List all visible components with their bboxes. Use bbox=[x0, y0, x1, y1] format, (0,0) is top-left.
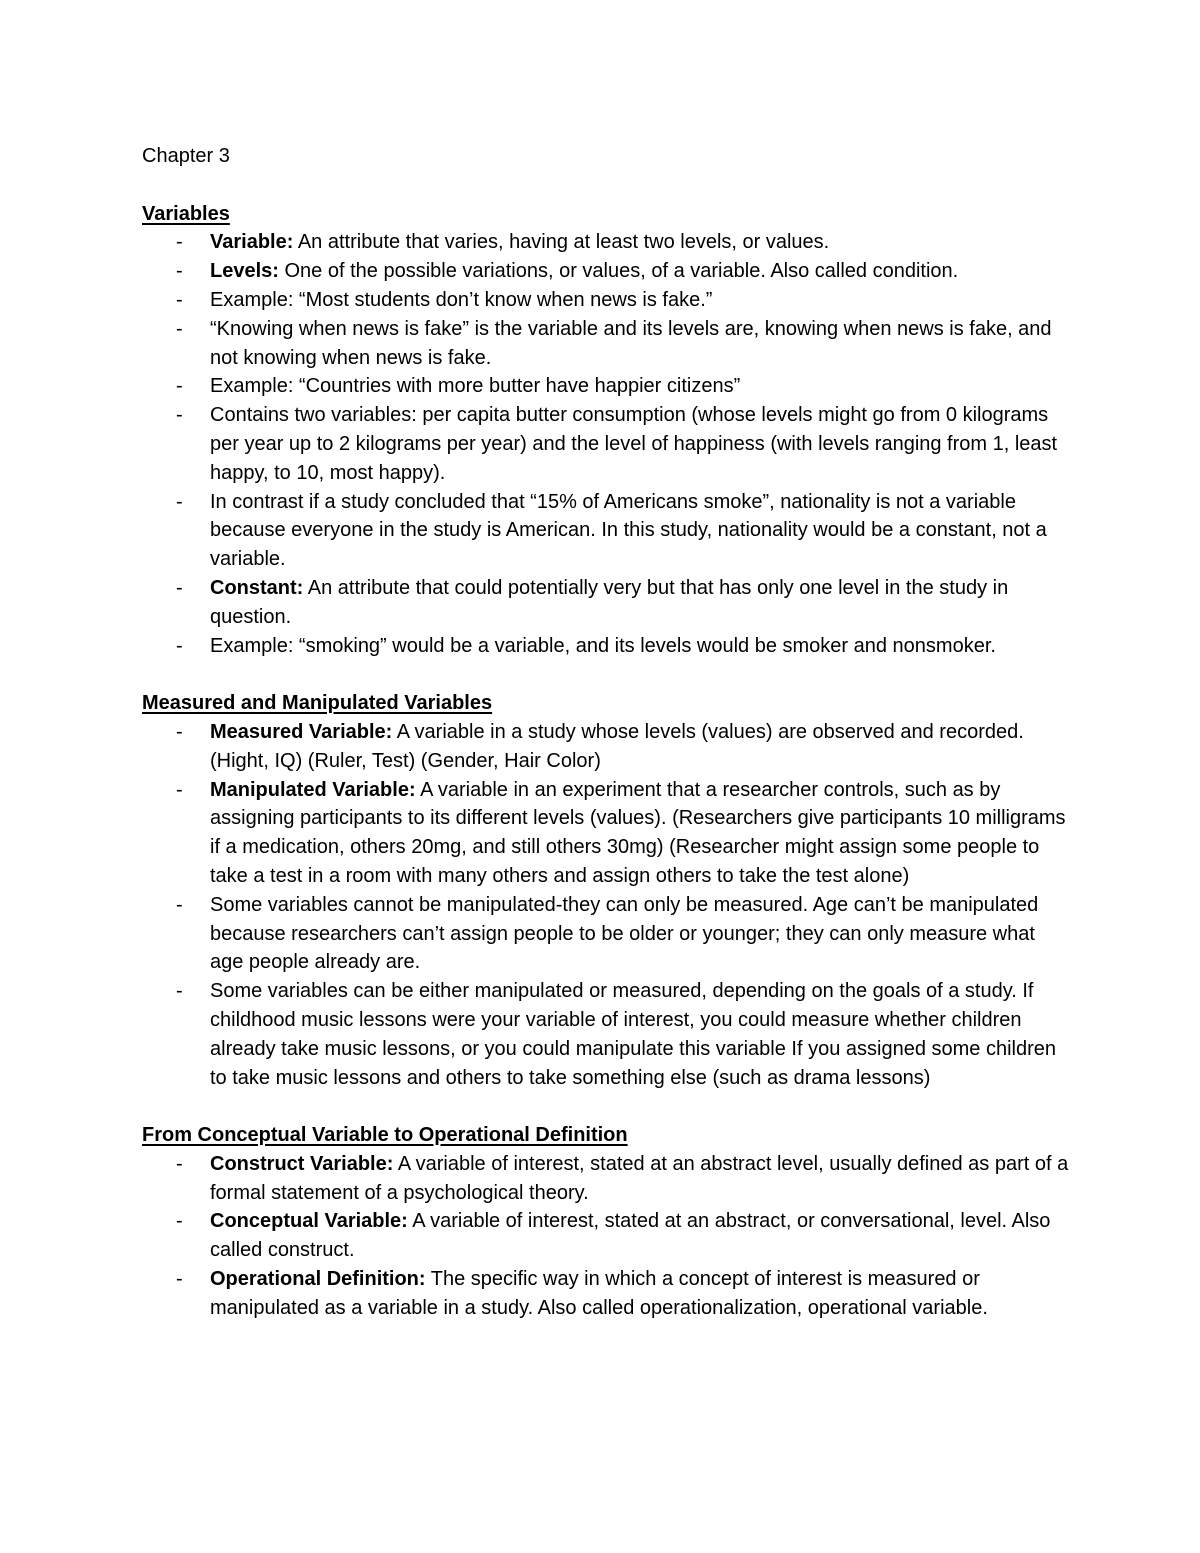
definition-text: Contains two variables: per capita butter consumption (whose levels might go from 0 kilograms per year up to 2 kilograms per year) and the level of happiness (with levels ranging from 1, least happy, to 10, most happy). bbox=[210, 404, 1058, 484]
list-item bbox=[142, 286, 1072, 315]
list-item bbox=[142, 228, 1072, 257]
bullet-dash: - bbox=[176, 375, 183, 398]
section-variables bbox=[142, 200, 1072, 661]
definition-text: A variable of interest, stated at an abstract level, usually defined as part of a formal statement of a psychological theory. bbox=[210, 1152, 1069, 1204]
section-heading: Variables bbox=[142, 202, 230, 225]
definition-text: A variable in an experiment that a researcher controls, such as by assigning participants to its different levels (values). (Researchers give participants 10 milligrams if a medication, others 20mg, and still others 30mg) (Researcher might assign some people to take a test in a room with many others and assign others to take the test alone) bbox=[210, 778, 1066, 887]
list-item bbox=[142, 1265, 1072, 1323]
bullet-dash: - bbox=[176, 634, 183, 657]
section-heading: Measured and Manipulated Variables bbox=[142, 692, 493, 715]
list-item-text bbox=[210, 488, 1072, 574]
definition-text: An attribute that varies, having at least two levels, or values. bbox=[293, 231, 830, 254]
definition-text: Some variables cannot be manipulated-they can only be measured. Age can’t be manipulated because researchers can’t assign people to be older or younger; they can only measure what age people already are. bbox=[210, 893, 1039, 974]
term-label: Levels: bbox=[210, 260, 279, 283]
definition-text: Example: “smoking” would be a variable, and its levels would be smoker and nonsmoker. bbox=[210, 634, 996, 657]
definition-text: A variable in a study whose levels (values) are observed and recorded. (Hight, IQ) (Ruler, Test) (Gender, Hair Color) bbox=[210, 720, 1024, 772]
bullet-dash: - bbox=[176, 317, 183, 340]
definition-text: In contrast if a study concluded that “15% of Americans smoke”, nationality is not a variable because everyone in the study is American. In this study, nationality would be a constant, not a variable. bbox=[210, 490, 1047, 571]
list-item bbox=[142, 315, 1072, 373]
list-item bbox=[142, 1207, 1072, 1265]
list-item bbox=[142, 488, 1072, 574]
list-item-text bbox=[210, 372, 1072, 401]
definition-text: Some variables can be either manipulated or measured, depending on the goals of a study. If childhood music lessons were your variable of interest, you could measure whether children already take music lessons, or you could manipulate this variable If you assigned some children to take music lessons and others to take something else (such as drama lessons) bbox=[210, 980, 1056, 1089]
definition-text: Example: “Most students don’t know when news is fake.” bbox=[210, 288, 713, 311]
bullet-dash: - bbox=[176, 260, 183, 283]
term-label: Manipulated Variable: bbox=[210, 778, 416, 801]
list-item-text bbox=[210, 257, 1072, 286]
bullet-dash: - bbox=[176, 1210, 183, 1233]
section-conceptual-operational bbox=[142, 1121, 1072, 1323]
bullet-dash: - bbox=[176, 778, 183, 801]
bullet-dash: - bbox=[176, 980, 183, 1003]
term-label: Constant: bbox=[210, 576, 304, 599]
bullet-dash: - bbox=[176, 893, 183, 916]
bullet-dash: - bbox=[176, 1268, 183, 1291]
bullet-dash: - bbox=[176, 576, 183, 599]
list-item-text bbox=[210, 315, 1072, 373]
bullet-dash: - bbox=[176, 490, 183, 513]
list-item-text bbox=[210, 228, 1072, 257]
bullet-dash: - bbox=[176, 404, 183, 427]
definition-text: An attribute that could potentially very but that has only one level in the study in question. bbox=[210, 576, 1009, 628]
term-label: Variable: bbox=[210, 231, 294, 254]
list-item bbox=[142, 718, 1072, 776]
list-item bbox=[142, 574, 1072, 632]
definition-text: Example: “Countries with more butter have happier citizens” bbox=[210, 375, 741, 398]
list-item bbox=[142, 776, 1072, 891]
term-label: Measured Variable: bbox=[210, 720, 393, 743]
list-item-text bbox=[210, 1150, 1072, 1208]
bullet-list bbox=[142, 718, 1072, 1092]
document-page bbox=[142, 142, 1072, 1351]
list-item-text bbox=[210, 776, 1072, 891]
list-item-text bbox=[210, 718, 1072, 776]
term-label: Operational Definition: bbox=[210, 1268, 426, 1291]
term-label: Conceptual Variable: bbox=[210, 1210, 408, 1233]
chapter-title: Chapter 3 bbox=[142, 145, 230, 167]
bullet-dash: - bbox=[176, 231, 183, 254]
definition-text: A variable of interest, stated at an abstract, or conversational, level. Also called construct. bbox=[210, 1210, 1051, 1262]
list-item-text bbox=[210, 401, 1072, 487]
list-item bbox=[142, 257, 1072, 286]
list-item-text bbox=[210, 286, 1072, 315]
list-item bbox=[142, 401, 1072, 487]
section-heading: From Conceptual Variable to Operational Definition bbox=[142, 1124, 628, 1147]
bullet-dash: - bbox=[176, 1152, 183, 1175]
bullet-dash: - bbox=[176, 720, 183, 743]
section-measured-manipulated bbox=[142, 689, 1072, 1092]
list-item-text bbox=[210, 632, 1072, 661]
definition-text: The specific way in which a concept of interest is measured or manipulated as a variable in a study. Also called operationalization, operational variable. bbox=[210, 1268, 988, 1319]
bullet-list bbox=[142, 1150, 1072, 1323]
definition-text: One of the possible variations, or values, of a variable. Also called condition. bbox=[278, 260, 959, 283]
bullet-dash: - bbox=[176, 288, 183, 311]
list-item-text bbox=[210, 1207, 1072, 1265]
list-item bbox=[142, 891, 1072, 977]
definition-text: “Knowing when news is fake” is the variable and its levels are, knowing when news is fake, and not knowing when news is fake. bbox=[210, 317, 1052, 369]
list-item-text bbox=[210, 891, 1072, 977]
bullet-list bbox=[142, 228, 1072, 660]
list-item-text bbox=[210, 574, 1072, 632]
list-item-text bbox=[210, 977, 1072, 1092]
list-item-text bbox=[210, 1265, 1072, 1323]
list-item bbox=[142, 977, 1072, 1092]
term-label: Construct Variable: bbox=[210, 1152, 394, 1175]
list-item bbox=[142, 1150, 1072, 1208]
list-item bbox=[142, 632, 1072, 661]
list-item bbox=[142, 372, 1072, 401]
